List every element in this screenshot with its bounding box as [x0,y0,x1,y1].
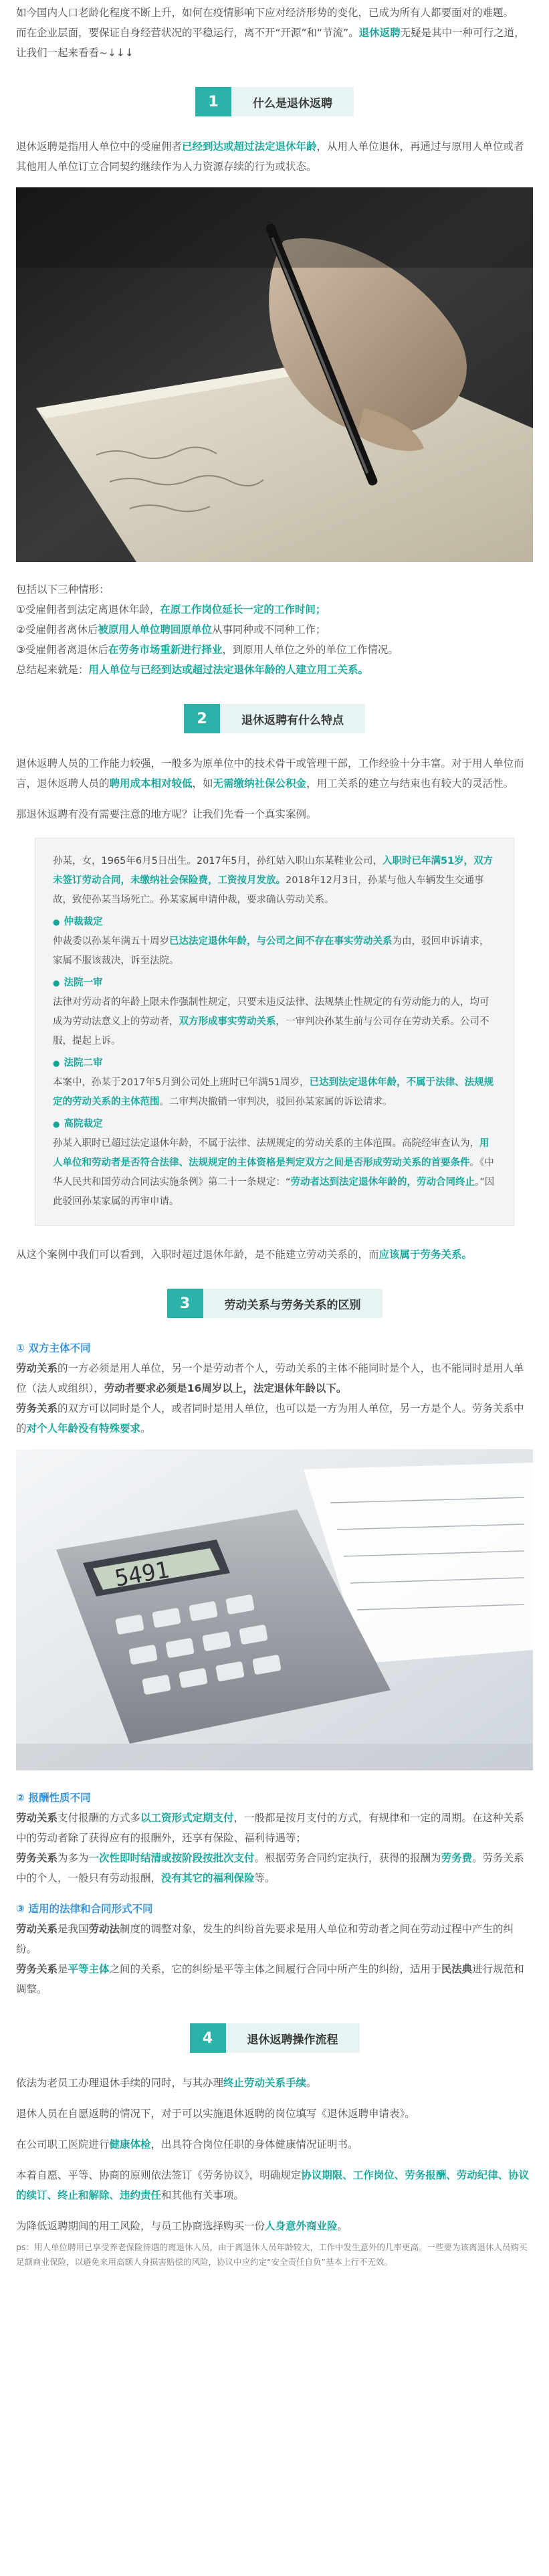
section-number: 4 [190,2023,226,2053]
process-step: 依法为老员工办理退休手续的同时，与其办理终止劳动关系手续。 [16,2077,317,2089]
case-lead-paragraph: 那退休返聘有没有需要注意的地方呢？让我们先看一个真实案例。 [16,808,317,820]
intro-paragraph: 如今国内人口老龄化程度不断上升，如何在疫情影响下应对经济形势的变化，已成为所有人都要面对的难题。 而在企业层面，要保证自身经营状况的平稳运行，离不开“开源”和“节流”。退休返聘无疑是其中一种可行之道，让我们一起来看看~↓↓↓ [16,7,525,59]
svg-text:5491: 5491 [112,1556,172,1592]
case-text: 孙某入职时已超过法定退休年龄，不属于法律、法规规定的劳动关系的主体范围。高院经审查认为，用人单位和劳动者是否符合法律、法规规定的主体资格是判定双方之间是否形成劳动关系的首要条件。《中华人民共和国劳动合同法实施条例》第二十一条规定：“劳动者达到法定退休年龄的，劳动合同终止。”因此驳回孙某家属的再审申请。 [53,1138,495,1207]
case-study-box [35,838,514,1226]
service-relation-text: 劳务关系的双方可以同时是个人，或者同时是用人单位，也可以是一方为用人单位，另一方是个人。劳务关系中的对个人年龄没有特殊要求。 [16,1402,524,1435]
case-conclusion: 从这个案例中我们可以看到，入职时超过退休年龄，是不能建立劳动关系的，而应该属于劳务关系。 [16,1249,473,1261]
case-item: ①受雇佣者到法定离退休年龄，在原工作岗位延长一定的工作时间； [16,604,326,616]
process-step: 退休人员在自愿返聘的情况下，对于可以实施退休返聘的岗位填写《退休返聘申请表》。 [16,2108,415,2120]
definition-paragraph: 退休返聘是指用人单位中的受雇佣者已经到达或超过法定退休年龄，从用人单位退休，再通过与原用人单位或者其他用人单位订立合同契约继续作为人力资源存续的行为或状态。 [16,141,524,173]
section-number: 2 [184,704,220,733]
case-heading-first-trial: ● 法院一审 [53,978,103,988]
section-1-header [16,87,533,116]
section-title: 劳动关系与劳务关系的区别 [203,1289,382,1318]
labor-relation-text: 劳动关系的一方必须是用人单位，另一个是劳动者个人，劳动关系的主体不能同时是个人，也不能同时是用人单位（法人或组织），劳动者要求必须是16周岁以上，法定退休年龄以下。 [16,1362,524,1394]
section-number: 3 [167,1289,203,1318]
calculator-photo [16,1449,533,1770]
process-step: 为降低返聘期间的用工风险，与员工协商选择购买一份人身意外商业险。 [16,2220,348,2232]
section-4-header [16,2023,533,2053]
process-step: 本着自愿、平等、协商的原则依法签订《劳务协议》，明确规定协议期限、工作岗位、劳务报酬、劳动纪律、协议的续订、终止和解除、违约责任和其他有关事项。 [16,2169,530,2201]
service-law-text: 劳务关系是平等主体之间的关系，它的纠纷是平等主体之间履行合同中所产生的纠纷，适用于民法典进行规范和调整。 [16,1963,524,1995]
section-title: 什么是退休返聘 [231,87,354,116]
subheading-subject: ① 双方主体不同 [16,1342,91,1354]
postscript-note: ps：用人单位聘用已享受养老保险待遇的离退休人员，由于离退休人员年龄较大，工作中发生意外的几率更高。一些要为该离退休人员购买足额商业保险，以避免来用高额人身损害赔偿的风险，协议中应约定“安全责任自负”基本上行不无效。 [16,2242,528,2267]
article [0,3,549,2283]
case-heading-high-court: ● 高院裁定 [53,1119,103,1129]
labor-pay-text: 劳动关系支付报酬的方式多以工资形式定期支付，一般都是按月支付的方式，有规律和一定的周期。在这种关系中的劳动者除了获得应有的报酬外，还享有保险、福利待遇等； [16,1812,524,1844]
features-paragraph: 退休返聘人员的工作能力较强，一般多为原单位中的技术骨干或管理干部，工作经验十分丰富。对于用人单位而言，退休返聘人员的聘用成本相对较低，如无需缴纳社保公积金，用工关系的建立与结束也有较大的灵活性。 [16,757,524,790]
process-step: 在公司职工医院进行健康体检，出具符合岗位任职的身体健康情况证明书。 [16,2138,358,2150]
case-heading-second-trial: ● 法院二审 [53,1058,103,1069]
summary-line: 总结起来就是：用人单位与已经到达或超过法定退休年龄的人建立用工关系。 [16,664,369,676]
subheading-pay: ② 报酬性质不同 [16,1792,91,1804]
subheading-law: ③ 适用的法律和合同形式不同 [16,1903,153,1915]
case-text: 本案中，孙某于2017年5月到公司处上班时已年满51周岁，已达到法定退休年龄，不属于法律、法规规定的劳动关系的主体范围。二审判决撤销一审判决，驳回孙某家属的诉讼请求。 [53,1077,494,1107]
pen-writing-photo [16,187,533,562]
section-2-header [16,704,533,733]
case-text: 法律对劳动者的年龄上限未作强制性规定，只要未违反法律、法规禁止性规定的有劳动能力的人，均可成为劳动法意义上的劳动者，双方形成事实劳动关系，一审判决孙某生前与公司存在劳动关系。公司不服，提起上诉。 [53,997,489,1046]
labor-law-text: 劳动关系是我国劳动法制度的调整对象，发生的纠纷首先要求是用人单位和劳动者之间在劳动过程中产生的纠纷。 [16,1923,514,1955]
case-text: 仲裁委以孙某年满五十周岁已达法定退休年龄，与公司之间不存在事实劳动关系为由，驳回申诉请求，家属不服该裁决，诉至法院。 [53,936,489,966]
section-title: 退休返聘有什么特点 [220,704,365,733]
three-cases-list [16,579,533,680]
section-number: 1 [195,87,231,116]
section-title: 退休返聘操作流程 [226,2023,360,2053]
case-heading-arbitration: ● 仲裁裁定 [53,917,103,927]
case-facts: 孙某，女，1965年6月5日出生。2017年5月，孙红姑入职山东某鞋业公司，入职时已年满51岁，双方未签订劳动合同，未缴纳社会保险费，工资按月发放。2018年12月3日，孙某与他人车辆发生交通事故，致使孙某当场死亡。孙某家属申请仲裁，要求确认劳动关系。 [53,856,493,905]
case-item: ③受雇佣者离退休后在劳务市场重新进行择业，到原用人单位之外的单位工作情况。 [16,644,399,656]
section-3-header [16,1289,533,1318]
cases-intro: 包括以下三种情形： [16,583,110,595]
case-item: ②受雇佣者离休后被原用人单位聘回原单位从事同种或不同种工作； [16,624,326,636]
service-pay-text: 劳务关系为多为一次性即时结清或按阶段按批次支付。根据劳务合同约定执行，获得的报酬为劳务费。劳务关系中的个人，一般只有劳动报酬，没有其它的福利保险等。 [16,1852,524,1884]
